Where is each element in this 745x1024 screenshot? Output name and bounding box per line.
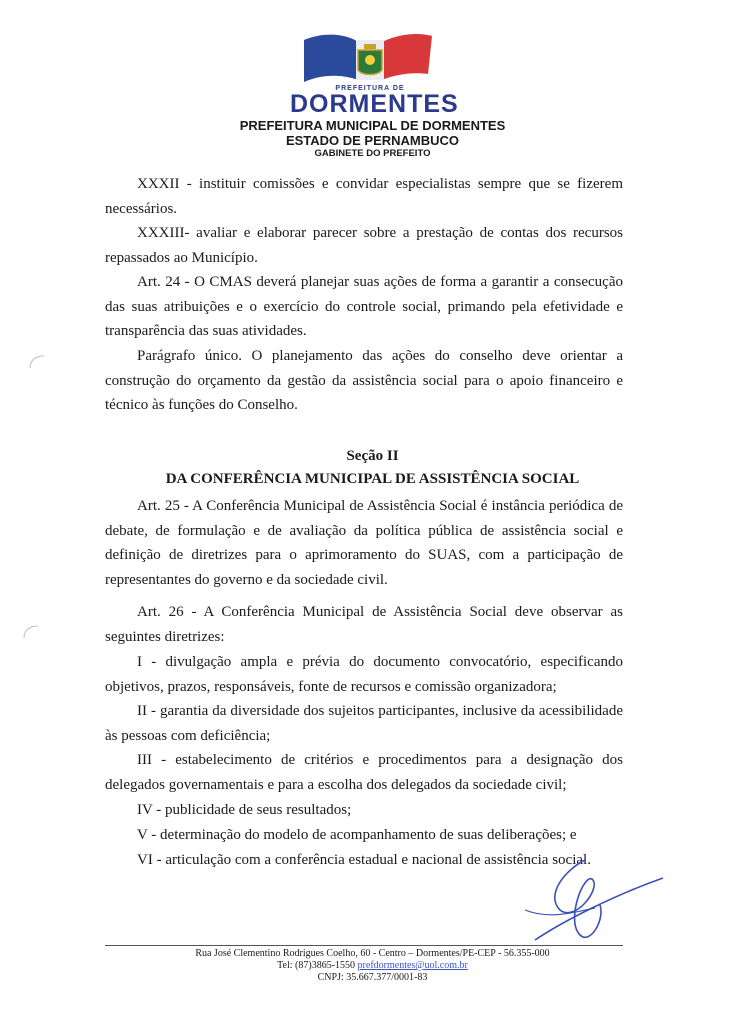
section-number: Seção II xyxy=(346,448,399,464)
paragraph-art-24: Art. 24 - O CMAS deverá planejar suas ações de forma a garantir a consecução das suas atribuições e o exercício do controle social, primando pela efetividade e transparência das suas atividades. xyxy=(105,274,623,339)
item-i: I - divulgação ampla e prévia do documento convocatório, especificando objetivos, prazos, responsáveis, fonte de recursos e comissão organizadora; xyxy=(105,654,623,695)
logo-title: DORMENTES xyxy=(290,90,459,118)
item-ii: II - garantia da diversidade dos sujeitos participantes, inclusive da acessibilidade às pessoas com deficiência; xyxy=(105,703,623,744)
municipal-logo xyxy=(290,30,459,118)
paragraph-xxxiii: XXXIII- avaliar e elaborar parecer sobre a prestação de contas dos recursos repassados ao Município. xyxy=(105,225,623,266)
paragraph-art-25: Art. 25 - A Conferência Municipal de Assistência Social é instância periódica de debate, de formulação e de avaliação da política pública de assistência social e definição de diretrizes para o aprimoramento do SUAS, com a participação de representantes do governo e da sociedade civil. xyxy=(105,498,623,588)
logo-subtitle: PREFEITURA DE xyxy=(335,85,405,92)
punch-hole-icon xyxy=(26,352,46,372)
item-v: V - determinação do modelo de acompanhamento de suas deliberações; e xyxy=(137,827,577,843)
paragraph-xxxii: XXXII - instituir comissões e convidar especialistas sempre que se fizerem necessários. xyxy=(105,176,623,217)
header-municipality: PREFEITURA MUNICIPAL DE DORMENTES xyxy=(239,118,506,133)
section-title: DA CONFERÊNCIA MUNICIPAL DE ASSISTÊNCIA SOCIAL xyxy=(165,471,580,487)
paragraph-unique: Parágrafo único. O planejamento das ações do conselho deve orientar a construção do orçamento da gestão da assistência social para o apoio financeiro e técnico às funções do Conselho. xyxy=(105,348,623,413)
footer-address: Rua José Clementino Rodrigues Coelho, 60 - Centro – Dormentes/PE-CEP - 56.355-000 xyxy=(195,948,550,959)
footer-cnpj: CNPJ: 35.667.377/0001-83 xyxy=(317,972,428,983)
signature-mark xyxy=(505,850,665,960)
item-iii: III - estabelecimento de critérios e procedimentos para a designação dos delegados governamentais e para a escolha dos delegados da sociedade civil; xyxy=(105,752,623,793)
item-vi: VI - articulação com a conferência estadual e nacional de assistência social. xyxy=(137,852,591,868)
footer-phone: Tel: (87)3865-1550 xyxy=(277,960,356,971)
flag-emblem-icon xyxy=(298,30,442,86)
header-office: GABINETE DO PREFEITO xyxy=(314,148,431,159)
footer-email-link[interactable]: prefdormentes@uol.com.br xyxy=(357,960,468,971)
footer-contact xyxy=(0,960,745,972)
header-state: ESTADO DE PERNAMBUCO xyxy=(285,133,460,148)
footer-divider xyxy=(105,945,623,946)
paragraph-art-26: Art. 26 - A Conferência Municipal de Assistência Social deve observar as seguintes diretrizes: xyxy=(105,604,623,645)
item-iv: IV - publicidade de seus resultados; xyxy=(137,802,352,818)
punch-hole-icon xyxy=(20,622,40,642)
